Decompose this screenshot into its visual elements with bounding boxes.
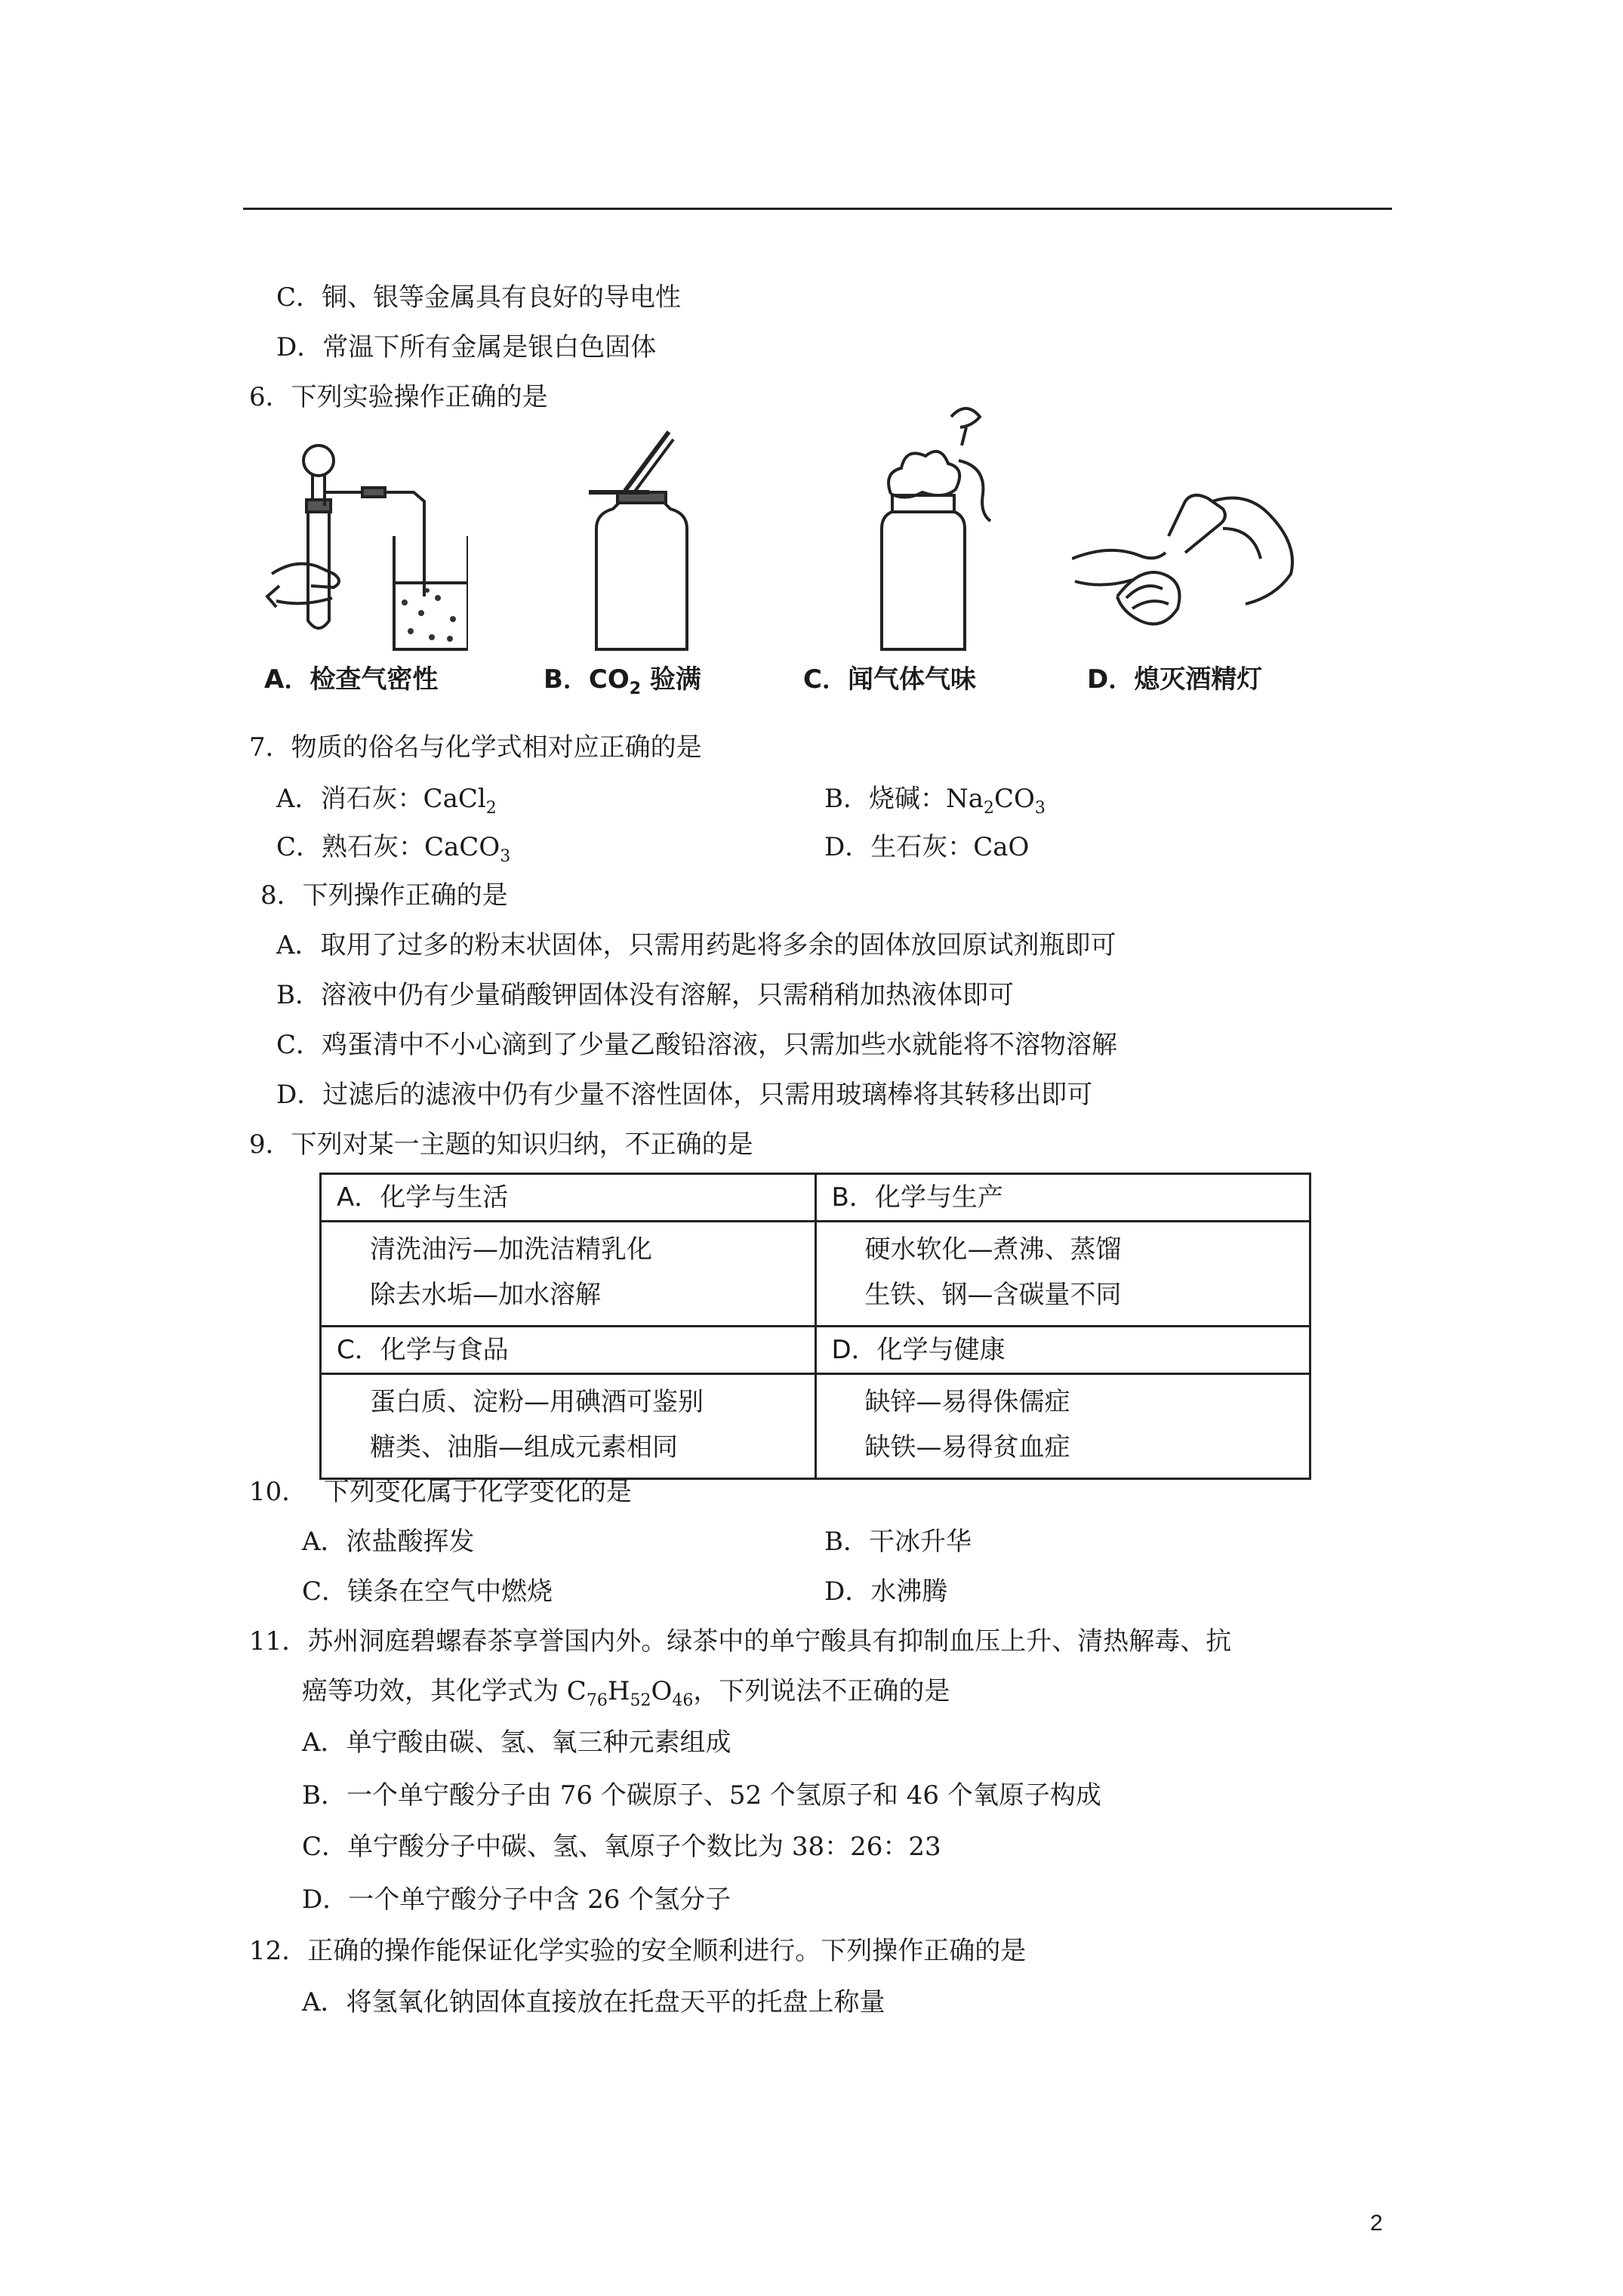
q8-option-d: D．过滤后的滤液中仍有少量不溶性固体，只需用玻璃棒将其转移出即可 [276, 1080, 1093, 1110]
table-item: 蛋白质、淀粉—用碘酒可鉴别 [370, 1387, 704, 1417]
table-cell-c-head: C．化学与食品 [321, 1327, 816, 1374]
q8-stem: 8．下列操作正确的是 [260, 880, 508, 911]
q12-stem: 12．正确的操作能保证化学实验的安全顺利进行。下列操作正确的是 [249, 1936, 1027, 1966]
q5-option-d: D．常温下所有金属是银白色固体 [276, 332, 657, 362]
q7-option-a: A．消石灰：CaCl$_2$ [276, 784, 497, 818]
q7-stem: 7．物质的俗名与化学式相对应正确的是 [249, 732, 702, 763]
figure-d-caption: D．熄灭酒精灯 [1087, 664, 1263, 695]
page-number: 2 [1370, 2211, 1383, 2236]
table-item: 清洗油污—加洗洁精乳化 [370, 1234, 652, 1265]
table-cell-b-head: B．化学与生产 [815, 1174, 1310, 1222]
q11-option-d: D．一个单宁酸分子中含 26 个氢分子 [302, 1885, 731, 1915]
table-cell-a-head: A．化学与生活 [321, 1174, 816, 1222]
table-cell-d-head: D．化学与健康 [815, 1327, 1310, 1374]
q11-stem-line1: 11．苏州洞庭碧螺春茶享誉国内外。绿茶中的单宁酸具有抑制血压上升、清热解毒、抗 [249, 1626, 1232, 1657]
figure-c-caption: C．闻气体气味 [803, 664, 976, 695]
table-item: 缺锌—易得侏儒症 [864, 1387, 1070, 1417]
header-rule [243, 208, 1392, 210]
q10-option-a: A．浓盐酸挥发 [302, 1527, 475, 1557]
q9-stem: 9．下列对某一主题的知识归纳，不正确的是 [249, 1130, 753, 1160]
table-item: 生铁、钢—含碳量不同 [864, 1280, 1122, 1310]
table-cell-d-body [815, 1374, 1310, 1479]
figure-b-caption: B．$CO_2$ 验满 [544, 664, 701, 698]
figure-a-caption: A．检查气密性 [264, 664, 439, 695]
figure-b-co2-check [574, 423, 702, 657]
table-cell-a-body [321, 1222, 816, 1327]
q7-option-d: D．生石灰：CaO [824, 832, 1030, 862]
q11-option-b: B．一个单宁酸分子由 76 个碳原子、52 个氢原子和 46 个氧原子构成 [302, 1780, 1101, 1811]
q11-option-c: C．单宁酸分子中碳、氢、氧原子个数比为 38：26：23 [302, 1832, 941, 1862]
figure-a-airtightness [249, 423, 468, 657]
q12-option-a: A．将氢氧化钠固体直接放在托盘天平的托盘上称量 [302, 1987, 885, 2017]
q10-option-d: D．水沸腾 [824, 1576, 948, 1607]
table-item: 糖类、油脂—组成元素相同 [370, 1432, 678, 1462]
q7-option-c: C．熟石灰：CaCO$_3$ [276, 832, 511, 866]
q8-option-c: C．鸡蛋清中不小心滴到了少量乙酸铅溶液，只需加些水就能将不溶物溶解 [276, 1030, 1118, 1060]
q7-option-b: B．烧碱：$Na_2CO_3$ [824, 784, 1046, 818]
q5-option-c: C．铜、银等金属具有良好的导电性 [276, 282, 682, 313]
q10-option-c: C．镁条在空气中燃烧 [302, 1576, 553, 1607]
table-item: 硬水软化—煮沸、蒸馏 [864, 1234, 1122, 1265]
table-item: 除去水垢—加水溶解 [370, 1280, 601, 1310]
table-item: 缺铁—易得贫血症 [864, 1432, 1070, 1462]
figure-c-smell-gas [853, 400, 1004, 657]
q10-stem: 10． 下列变化属于化学变化的是 [249, 1477, 632, 1507]
q6-stem: 6．下列实验操作正确的是 [249, 382, 548, 412]
q10-option-b: B．干冰升华 [824, 1527, 972, 1557]
table-cell-c-body [321, 1374, 816, 1479]
q11-stem-line2: 癌等功效，其化学式为 $C_{76}H_{52}O_{46}$，下列说法不正确的是 [302, 1676, 950, 1710]
q6-figures [249, 423, 1374, 725]
q8-option-b: B．溶液中仍有少量硝酸钾固体没有溶解，只需稍稍加热液体即可 [276, 980, 1014, 1010]
q11-option-a: A．单宁酸由碳、氢、氧三种元素组成 [302, 1727, 731, 1758]
q8-option-a: A．取用了过多的粉末状固体，只需用药匙将多余的固体放回原试剂瓶即可 [276, 930, 1116, 960]
table-cell-b-body [815, 1222, 1310, 1327]
figure-d-alcohol-lamp [1072, 483, 1298, 657]
q9-knowledge-table [319, 1173, 1311, 1480]
